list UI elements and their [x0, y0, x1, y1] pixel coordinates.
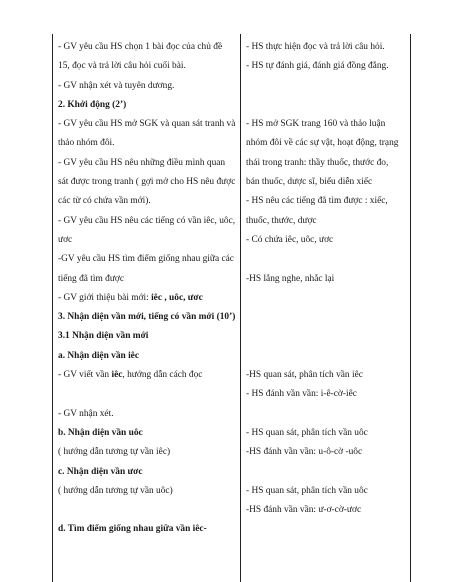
spacer	[246, 327, 404, 346]
bold-text: iêc	[111, 370, 123, 381]
paragraph: - HS quan sát, phân tích vần uôc	[246, 427, 368, 438]
spacer	[246, 347, 404, 366]
spacer	[246, 250, 404, 269]
section-heading: 2. Khởi động (2’)	[58, 99, 127, 110]
bold-text: iêc , uôc, ươc	[151, 292, 203, 303]
paragraph: - HS thực hiện đọc và trả lời câu hỏi.	[246, 42, 385, 52]
paragraph	[58, 289, 236, 308]
paragraph: - GV yêu cầu HS nêu những điều mình quan sát được trong tranh ( gợi mở cho HS nêu được các từ có chứa vần mới).	[58, 157, 236, 207]
spacer	[246, 289, 404, 308]
spacer	[246, 405, 404, 424]
paragraph: - HS đánh vần vần: i-ê-cờ-iêc	[246, 389, 357, 400]
section-heading: 3. Nhận diện vần mới, tiếng có vần mới (10’)	[58, 312, 236, 323]
spacer	[58, 501, 236, 520]
paragraph: -HS đánh vần vần: ư-ơ-cờ-ươc	[246, 505, 362, 516]
student-activities-column	[246, 38, 404, 520]
subsection-heading: b. Nhận diện vần uôc	[58, 427, 143, 438]
paragraph: -HS lắng nghe, nhắc lại	[246, 273, 335, 284]
paragraph: ( hướng dẫn tương tự vần uôc)	[58, 485, 173, 496]
subsection-heading: d. Tìm điểm giống nhau giữa vần iêc-	[58, 524, 207, 535]
paragraph: - GV yêu cầu HS mở SGK và quan sát tranh và thảo nhóm đôi.	[58, 119, 236, 149]
paragraph: - Có chứa iêc, uôc, ươc	[246, 234, 334, 245]
paragraph: -HS quan sát, phân tích vần iêc	[246, 370, 363, 381]
paragraph: - GV yêu cầu HS chọn 1 bài đọc của chủ đề 15, đọc và trả lời câu hỏi cuối bài.	[58, 42, 223, 72]
paragraph: -HS đánh vần vần: u-ô-cờ -uôc	[246, 447, 363, 458]
paragraph: - GV nhận xét.	[58, 408, 114, 419]
paragraph	[58, 366, 236, 385]
spacer	[58, 385, 236, 404]
subsection-heading: 3.1 Nhận diện vần mới	[58, 331, 149, 342]
paragraph: - HS mở SGK trang 160 và thảo luận nhóm đôi về các sự vật, hoạt động, trạng thái trong tranh: thầy thuốc, thước đo, bán thuốc, dược sĩ, biểu diễn xiếc	[246, 119, 399, 188]
text: , hướng dẫn cách đọc	[122, 370, 203, 381]
subsection-heading: a. Nhận diện vần iêc	[58, 350, 140, 361]
spacer	[246, 463, 404, 482]
spacer	[246, 96, 404, 115]
paragraph: - HS quan sát, phân tích vần uôc	[246, 485, 368, 496]
spacer	[246, 77, 404, 96]
paragraph: ( hướng dẫn tương tự vần iêc)	[58, 447, 171, 458]
paragraph: - GV nhận xét và tuyên dương.	[58, 80, 175, 91]
paragraph: - HS tự đánh giá, đánh giá đồng đẳng.	[246, 61, 389, 72]
spacer	[246, 308, 404, 327]
subsection-heading: c. Nhận diện vần ươc	[58, 466, 143, 477]
paragraph: - HS nêu các tiếng đã tìm được : xiếc, thuốc, thước, dược	[246, 196, 388, 226]
column-divider	[240, 34, 241, 582]
paragraph: -GV yêu cầu HS tìm điểm giống nhau giữa các tiếng đã tìm được	[58, 254, 234, 284]
paragraph: - GV yêu cầu HS nêu các tiếng có vần iêc, uôc, ươc	[58, 215, 236, 245]
text: - GV viết vần	[58, 370, 112, 381]
text: - GV giới thiệu bài mới:	[58, 292, 152, 303]
teacher-activities-column	[58, 38, 236, 540]
